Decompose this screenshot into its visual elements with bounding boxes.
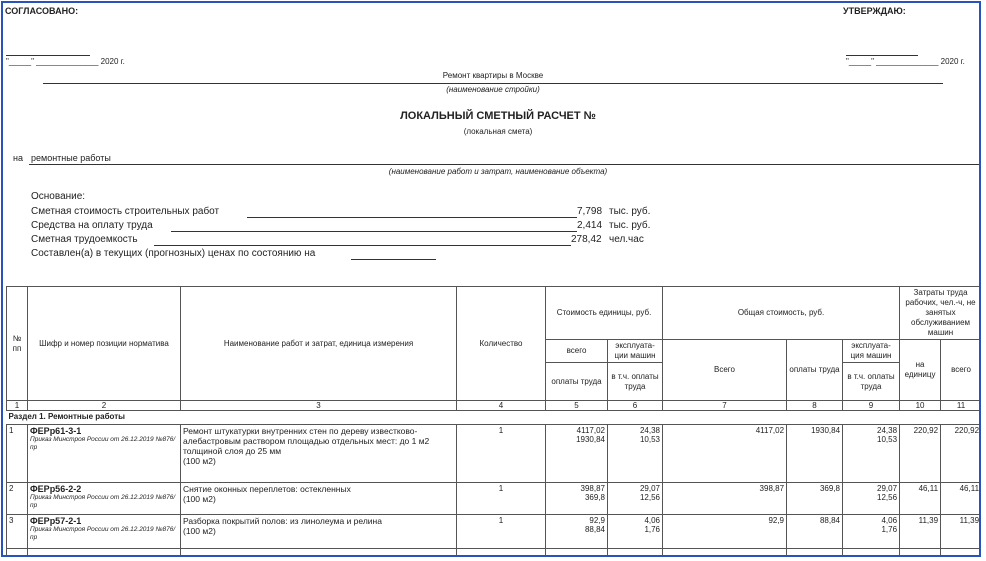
works-on-label: на: [13, 153, 23, 163]
row-unit: (100 м2): [183, 494, 216, 504]
row-name: Ремонт штукатурки внутренних стен по дереву известково-алебастровым раствором площадью отдельных мест: до 1 м2 толщиной слоя до 25 мм: [183, 426, 430, 456]
header-labor: Затраты труда рабочих, чел.-ч, не занятых обслуживанием машин: [900, 287, 981, 340]
row-unit-cost: [546, 483, 608, 515]
row-labor-all: 220,92: [941, 425, 981, 483]
row-total-machines: [843, 425, 900, 483]
approve-label: УТВЕРЖДАЮ:: [843, 6, 906, 16]
summary-line-wages: [171, 231, 577, 232]
row-total-machines-wages: 10,53: [877, 435, 898, 444]
row-unit-cost: [546, 425, 608, 483]
summary-unit-wages: тыс. руб.: [609, 220, 651, 231]
row-num: 3: [7, 515, 28, 549]
works-line: [29, 164, 981, 165]
row-labor-per-unit: 220,92: [900, 425, 941, 483]
header-wages2: оплаты труда: [787, 340, 843, 401]
row-unit-machines-wages: 1,76: [644, 525, 661, 534]
summary-label-cost: Сметная стоимость строительных работ: [31, 206, 220, 217]
row-total-machines-wages: 1,76: [881, 525, 898, 534]
row-order: Приказ Минстроя России от 26.12.2019 №876/пр: [30, 436, 176, 451]
prices-date-line: [351, 259, 436, 260]
row-unit: (100 м2): [183, 526, 216, 536]
signature-line-right: [846, 55, 918, 56]
header-num: № пп: [7, 287, 28, 401]
document-frame: [1, 1, 981, 557]
page-title: ЛОКАЛЬНЫЙ СМЕТНЫЙ РАСЧЕТ №: [400, 110, 596, 122]
row-unit-machines-all: 29,07: [639, 484, 661, 493]
row-code-cell: [28, 425, 181, 483]
row-unit-machines: [608, 515, 663, 549]
row-name-cell: [181, 483, 457, 515]
table-row: [7, 483, 982, 515]
object-name: Ремонт квартиры в Москве: [442, 71, 544, 80]
row-unit-machines: [608, 425, 663, 483]
row-unit-cost-all: 92,9: [589, 516, 605, 525]
row-unit-machines-wages: 12,56: [639, 493, 661, 502]
date-left: "_____" ______________ 2020 г.: [6, 57, 125, 66]
header-total-cost: Общая стоимость, руб.: [663, 287, 900, 340]
row-unit-machines-wages: 10,53: [639, 435, 661, 444]
summary-value-labor: 278,42: [571, 234, 602, 245]
row-total-wages: 1930,84: [787, 425, 843, 483]
header-code: Шифр и номер позиции норматива: [28, 287, 181, 401]
date-right: "_____" ______________ 2020 г.: [846, 57, 965, 66]
row-name-cell: [181, 425, 457, 483]
row-unit-machines-all: 4,06: [644, 516, 661, 525]
row-code: ФЕРр56-2-2: [30, 484, 82, 494]
row-total: 92,9: [663, 515, 787, 549]
row-total: 398,87: [663, 483, 787, 515]
summary-unit-labor: чел.час: [609, 234, 644, 245]
header-name: Наименование работ и затрат, единица измерения: [181, 287, 457, 401]
col-num-3: 3: [181, 401, 457, 411]
header-all: всего: [546, 340, 608, 363]
row-total-machines-all: 24,38: [877, 426, 898, 435]
row-name: Разборка покрытий полов: из линолеума и релина: [183, 516, 382, 526]
header-total: Всего: [663, 340, 787, 401]
col-num-9: 9: [843, 401, 900, 411]
summary-label-labor: Сметная трудоемкость: [31, 234, 138, 245]
row-total: 4117,02: [663, 425, 787, 483]
works-caption: (наименование работ и затрат, наименование объекта): [388, 167, 608, 176]
object-name-line: [43, 83, 943, 84]
row-qty: 1: [457, 515, 546, 549]
table-row: [7, 425, 982, 483]
estimate-table: [6, 286, 981, 557]
col-num-10: 10: [900, 401, 941, 411]
row-labor-all: 46,11: [941, 483, 981, 515]
row-qty: 1: [457, 425, 546, 483]
row-labor-per-unit: 11,39: [900, 515, 941, 549]
works-name: ремонтные работы: [31, 153, 111, 163]
row-total-wages: 369,8: [787, 483, 843, 515]
header-per-unit: на единицу: [900, 340, 941, 401]
header-machines: эксплуата-ции машин: [608, 340, 663, 363]
column-numbers-row: [7, 401, 982, 411]
row-unit-machines: [608, 483, 663, 515]
basis-label: Основание:: [31, 191, 86, 202]
row-unit-cost-all: 398,87: [580, 484, 605, 493]
header-wages: оплаты труда: [546, 363, 608, 401]
col-num-11: 11: [941, 401, 981, 411]
row-code: ФЕРр61-3-1: [30, 426, 82, 436]
section-title: Раздел 1. Ремонтные работы: [7, 411, 982, 425]
page-subtitle: (локальная смета): [463, 127, 533, 136]
row-code-cell: [28, 515, 181, 549]
row-labor-all: 11,39: [941, 515, 981, 549]
row-labor-per-unit: 46,11: [900, 483, 941, 515]
row-num: 1: [7, 425, 28, 483]
col-num-2: 2: [28, 401, 181, 411]
row-unit-cost-wages: 369,8: [584, 493, 605, 502]
row-unit-cost: [546, 515, 608, 549]
summary-label-wages: Средства на оплату труда: [31, 220, 153, 231]
row-unit: (100 м2): [183, 456, 216, 466]
col-num-8: 8: [787, 401, 843, 411]
row-total-machines-wages: 12,56: [877, 493, 898, 502]
table-row: [7, 515, 982, 549]
signature-line-left: [6, 55, 90, 56]
header-qty: Количество: [457, 287, 546, 401]
col-num-7: 7: [663, 401, 787, 411]
header-machines2: эксплуата-ция машин: [843, 340, 900, 363]
section-row: [7, 411, 982, 425]
row-total-machines: [843, 483, 900, 515]
summary-unit-cost: тыс. руб.: [609, 206, 651, 217]
summary-value-wages: 2,414: [577, 220, 603, 231]
agreed-label: СОГЛАСОВАНО:: [5, 6, 79, 16]
row-code: ФЕРр57-2-1: [30, 516, 82, 526]
row-total-wages: 88,84: [787, 515, 843, 549]
prices-label: Составлен(а) в текущих (прогнозных) ценах по состоянию на: [31, 248, 316, 259]
header-all2: всего: [941, 340, 981, 401]
summary-line-cost: [247, 217, 577, 218]
header-incl-wages: в т.ч. оплаты труда: [608, 363, 663, 401]
header-incl-wages2: в т.ч. оплаты труда: [843, 363, 900, 401]
row-total-machines: [843, 515, 900, 549]
header-unit-cost: Стоимость единицы, руб.: [546, 287, 663, 340]
row-order: Приказ Минстроя России от 26.12.2019 №876/пр: [30, 494, 176, 509]
summary-value-cost: 7,798: [577, 206, 603, 217]
row-unit-cost-wages: 88,84: [584, 525, 605, 534]
row-total-machines-all: 29,07: [877, 484, 898, 493]
row-code-cell: [28, 483, 181, 515]
row-unit-cost-wages: 1930,84: [576, 435, 605, 444]
row-order: Приказ Минстроя России от 26.12.2019 №876/пр: [30, 526, 176, 541]
row-qty: 1: [457, 483, 546, 515]
col-num-6: 6: [608, 401, 663, 411]
row-name-cell: [181, 515, 457, 549]
row-unit-machines-all: 24,38: [639, 426, 661, 435]
col-num-4: 4: [457, 401, 546, 411]
col-num-5: 5: [546, 401, 608, 411]
row-total-machines-all: 4,06: [881, 516, 898, 525]
table-row-cut: [7, 549, 982, 558]
col-num-1: 1: [7, 401, 28, 411]
summary-line-labor: [154, 245, 571, 246]
row-num: 2: [7, 483, 28, 515]
row-name: Снятие оконных переплетов: остекленных: [183, 484, 351, 494]
row-unit-cost-all: 4117,02: [576, 426, 605, 435]
object-name-caption: (наименование стройки): [446, 85, 540, 94]
